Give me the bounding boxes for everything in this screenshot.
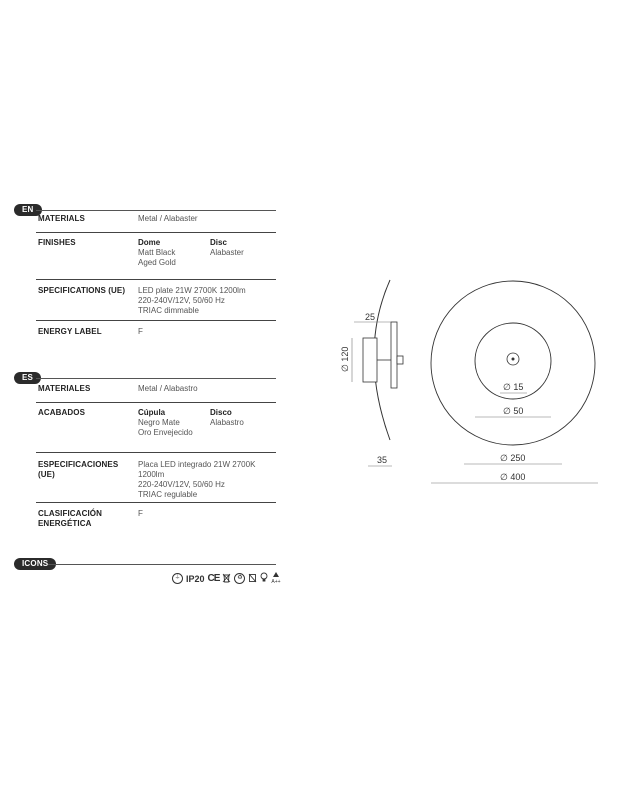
front-view-center-dot	[512, 358, 515, 361]
side-view-base	[363, 338, 377, 382]
en-row-divider	[36, 320, 276, 321]
en-finishes-dome	[138, 238, 176, 268]
es-dome-finish-1: Negro Mate	[138, 418, 180, 427]
energy-class-icon	[271, 572, 280, 585]
es-energy-label	[38, 509, 102, 529]
en-disc-heading: Disc	[210, 238, 227, 247]
en-row-divider	[36, 232, 276, 233]
en-spec-line-3: TRIAC dimmable	[138, 306, 199, 315]
dim-120-label: ∅ 120	[340, 346, 350, 372]
es-row-divider	[36, 452, 276, 453]
en-section-tag: EN	[14, 204, 42, 216]
es-spec-line-4: TRIAC regulable	[138, 490, 198, 499]
side-view-disc	[391, 322, 397, 388]
no-dispose-icon	[248, 573, 257, 585]
en-dome-heading: Dome	[138, 238, 161, 247]
es-spec-line-2: 1200lm	[138, 470, 165, 479]
dim-250-label: ∅ 250	[500, 453, 526, 463]
es-section-tag: ES	[14, 372, 41, 384]
en-spec-line-2: 220-240V/12V, 50/60 Hz	[138, 296, 225, 305]
es-tag-divider	[36, 378, 276, 379]
en-disc-finish-1: Alabaster	[210, 248, 244, 257]
en-specifications-value	[138, 286, 246, 316]
es-disc-heading: Disco	[210, 408, 232, 417]
es-materials-label: MATERIALES	[38, 384, 91, 393]
en-specifications-label: SPECIFICATIONS (UE)	[38, 286, 126, 295]
en-finishes-disc	[210, 238, 244, 258]
es-spec-label-line-2: (UE)	[38, 470, 55, 479]
ce-mark-icon: CE	[207, 573, 220, 584]
en-dome-finish-1: Matt Black	[138, 248, 176, 257]
front-view-dome-outline	[431, 281, 595, 445]
dim-400-label: ∅ 400	[500, 472, 526, 482]
weee-bin-icon	[222, 573, 231, 585]
es-spec-line-3: 220-240V/12V, 50/60 Hz	[138, 480, 225, 489]
dim-25-label: 25	[365, 312, 376, 322]
en-dome-finish-2: Aged Gold	[138, 258, 176, 267]
side-view-connector	[397, 356, 403, 364]
en-materials-label: MATERIALS	[38, 214, 85, 223]
es-energy-label-line-2: ENERGÉTICA	[38, 519, 92, 528]
dim-50-label: ∅ 50	[503, 406, 524, 416]
bulb-icon	[260, 572, 268, 585]
es-energy-value: F	[138, 509, 143, 518]
ground-icon: ⏚	[172, 573, 183, 584]
icons-section-tag: ICONS	[14, 558, 56, 570]
dim-15-label: ∅ 15	[503, 382, 524, 392]
recycle-icon: ♻	[234, 573, 245, 584]
es-finishes-dome	[138, 408, 193, 438]
es-energy-label-line-1: CLASIFICACIÓN	[38, 509, 102, 518]
en-tag-divider	[36, 210, 276, 211]
es-disc-finish-1: Alabastro	[210, 418, 244, 427]
dim-35-label: 35	[377, 455, 388, 465]
ip20-label: IP20	[186, 573, 205, 584]
es-spec-line-1: Placa LED integrado 21W 2700K	[138, 460, 256, 469]
en-row-divider	[36, 279, 276, 280]
es-spec-label-line-1: ESPECIFICACIONES	[38, 460, 119, 469]
es-finishes-disc	[210, 408, 244, 428]
energy-class-text: A++	[271, 579, 281, 585]
es-dome-heading: Cúpula	[138, 408, 166, 417]
es-specifications-label	[38, 460, 118, 480]
es-row-divider	[36, 502, 276, 503]
en-materials-value: Metal / Alabaster	[138, 214, 198, 223]
en-finishes-label: FINISHES	[38, 238, 76, 247]
en-energy-value: F	[138, 327, 143, 336]
es-materials-value: Metal / Alabastro	[138, 384, 198, 393]
es-finishes-label: ACABADOS	[38, 408, 86, 417]
certification-icons	[172, 572, 281, 585]
icons-tag-divider	[48, 564, 276, 565]
technical-drawing	[330, 260, 610, 500]
es-dome-finish-2: Oro Envejecido	[138, 428, 193, 437]
es-row-divider	[36, 402, 276, 403]
es-specifications-value	[138, 460, 255, 500]
en-spec-line-1: LED plate 21W 2700K 1200lm	[138, 286, 246, 295]
en-energy-label: ENERGY LABEL	[38, 327, 102, 336]
